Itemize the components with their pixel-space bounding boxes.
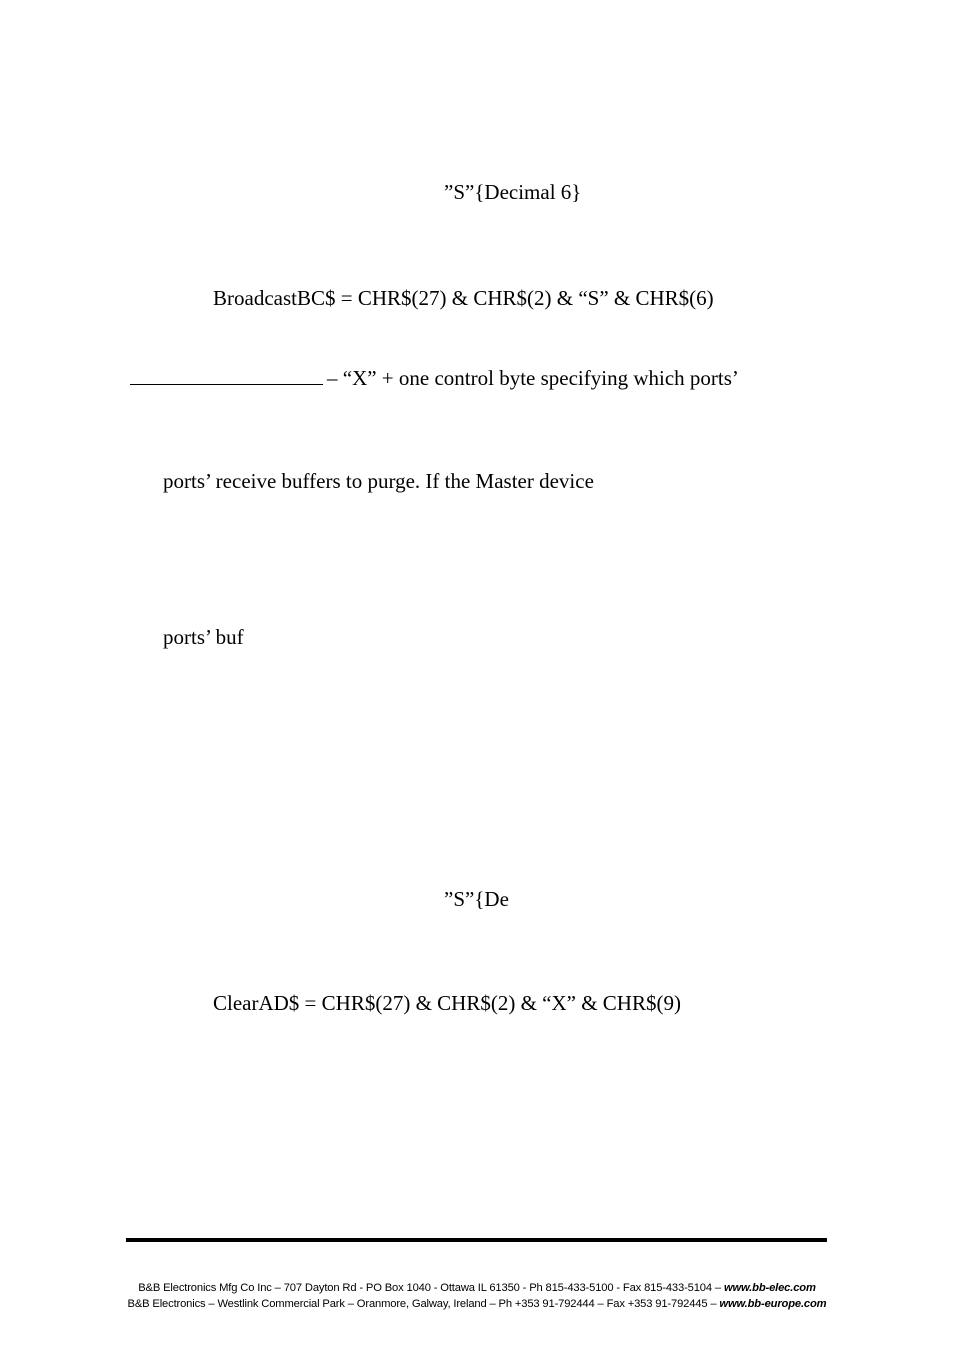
footer-europe-url[interactable]: www.bb-europe.com — [719, 1298, 827, 1310]
underline-blank — [130, 366, 323, 385]
body-text-fragment: ports’ buf — [163, 625, 244, 649]
code-line-clear: ClearAD$ = CHR$(27) & CHR$(2) & “X” & CHR$(9) — [213, 991, 681, 1015]
footer-divider — [126, 1238, 827, 1242]
command-description-text: – “X” + one control byte specifying which ports’ — [327, 366, 739, 390]
footer-line-europe — [0, 1299, 954, 1310]
code-line-broadcast: BroadcastBC$ = CHR$(27) & CHR$(2) & “S” & CHR$(6) — [213, 286, 714, 310]
footer-europe-address: B&B Electronics – Westlink Commercial Park – Oranmore, Galway, Ireland – Ph +353 91-792444 – Fax +353 91-792445 – — [127, 1298, 720, 1310]
body-text-line: ports’ receive buffers to purge. If the Master device — [163, 469, 594, 493]
footer-line-us — [0, 1283, 954, 1294]
code-comment-line: ”S”{Decimal 6} — [444, 180, 582, 204]
footer-us-url[interactable]: www.bb-elec.com — [723, 1282, 816, 1294]
code-comment-fragment: ”S”{De — [444, 887, 509, 911]
footer-us-address: B&B Electronics Mfg Co Inc – 707 Dayton Rd - PO Box 1040 - Ottawa IL 61350 - Ph 815-433-5100 - Fax 815-433-5104 – — [138, 1282, 724, 1294]
command-description-line — [130, 366, 739, 389]
